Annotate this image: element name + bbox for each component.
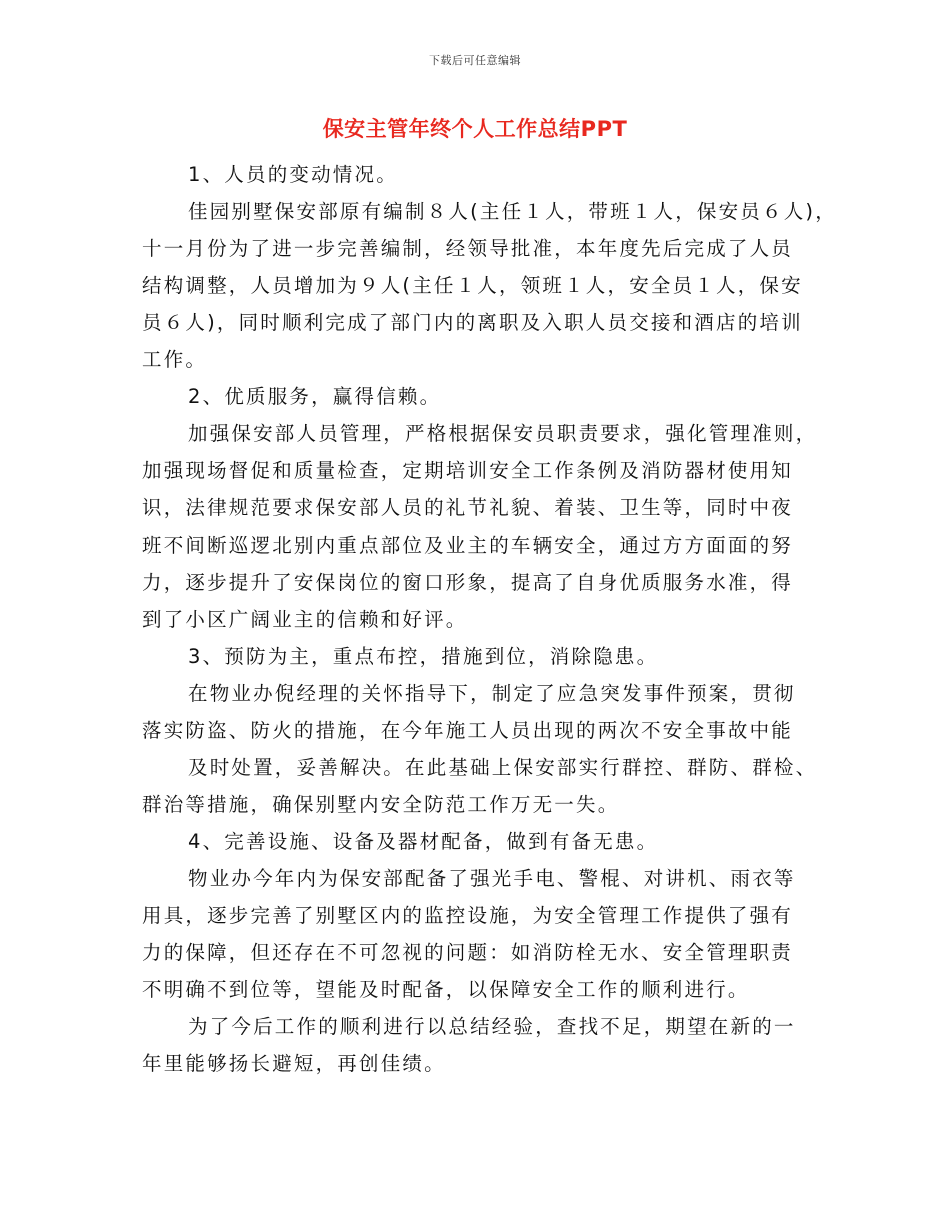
text-line: 群治等措施，确保别墅内安全防范工作万无一失。 <box>142 792 620 816</box>
text-line: 班不间断巡逻北别内重点部位及业主的车辆安全，通过方方面面的努 <box>142 533 794 557</box>
text-line: 在物业办倪经理的关怀指导下，制定了应急突发事件预案，贯彻 <box>188 681 796 705</box>
text-line: 及时处置，妥善解决。在此基础上保安部实行群控、群防、群检、 <box>188 755 818 779</box>
text-line: 物业办今年内为保安部配备了强光手电、警棍、对讲机、雨衣等 <box>188 866 796 890</box>
text-line: 用具，逐步完善了别墅区内的监控设施，为安全管理工作提供了强有 <box>142 904 794 927</box>
text-line: 力，逐步提升了安保岗位的窗口形象，提高了自身优质服务水准，得 <box>142 570 794 594</box>
text-line: 加强现场督促和质量检查，定期培训安全工作条例及消防器材使用知 <box>142 459 794 483</box>
text-line: 3、预防为主，重点布控，措施到位，消除隐患。 <box>188 644 659 668</box>
text-line: 到了小区广阔业主的信赖和好评。 <box>142 607 468 631</box>
text-line: 1、人员的变动情况。 <box>188 163 398 186</box>
text-line: 工作。 <box>142 348 208 372</box>
text-line: 不明确不到位等，望能及时配备，以保障安全工作的顺利进行。 <box>142 978 750 1002</box>
document-title: 保安主管年终个人工作总结PPT <box>322 117 628 141</box>
text-line: 员６人)，同时顺利完成了部门内的离职及入职人员交接和酒店的培训 <box>142 311 803 335</box>
header-note: 下载后可任意编辑 <box>429 54 521 67</box>
text-line: 结构调整，人员增加为９人(主任１人，领班１人，安全员１人，保安 <box>142 274 803 298</box>
text-line: 4、完善设施、设备及器材配备，做到有备无患。 <box>188 829 659 853</box>
text-line: 十一月份为了进一步完善编制，经领导批准，本年度先后完成了人员 <box>142 237 794 261</box>
text-line: 为了今后工作的顺利进行以总结经验，查找不足，期望在新的一 <box>188 1015 796 1039</box>
text-line: 落实防盗、防火的措施，在今年施工人员出现的两次不安全事故中能 <box>142 718 794 742</box>
text-line: 2、优质服务，赢得信赖。 <box>188 385 442 409</box>
text-line: 识，法律规范要求保安部人员的礼节礼貌、着装、卫生等，同时中夜 <box>142 496 794 520</box>
text-line: 佳园别墅保安部原有编制８人(主任１人，带班１人，保安员６人)， <box>188 200 837 224</box>
text-line: 年里能够扬长避短，再创佳绩。 <box>142 1052 446 1076</box>
text-line: 力的保障，但还存在不可忽视的问题：如消防栓无水、安全管理职责 <box>142 941 794 965</box>
text-line: 加强保安部人员管理，严格根据保安员职责要求，强化管理准则， <box>188 422 818 446</box>
